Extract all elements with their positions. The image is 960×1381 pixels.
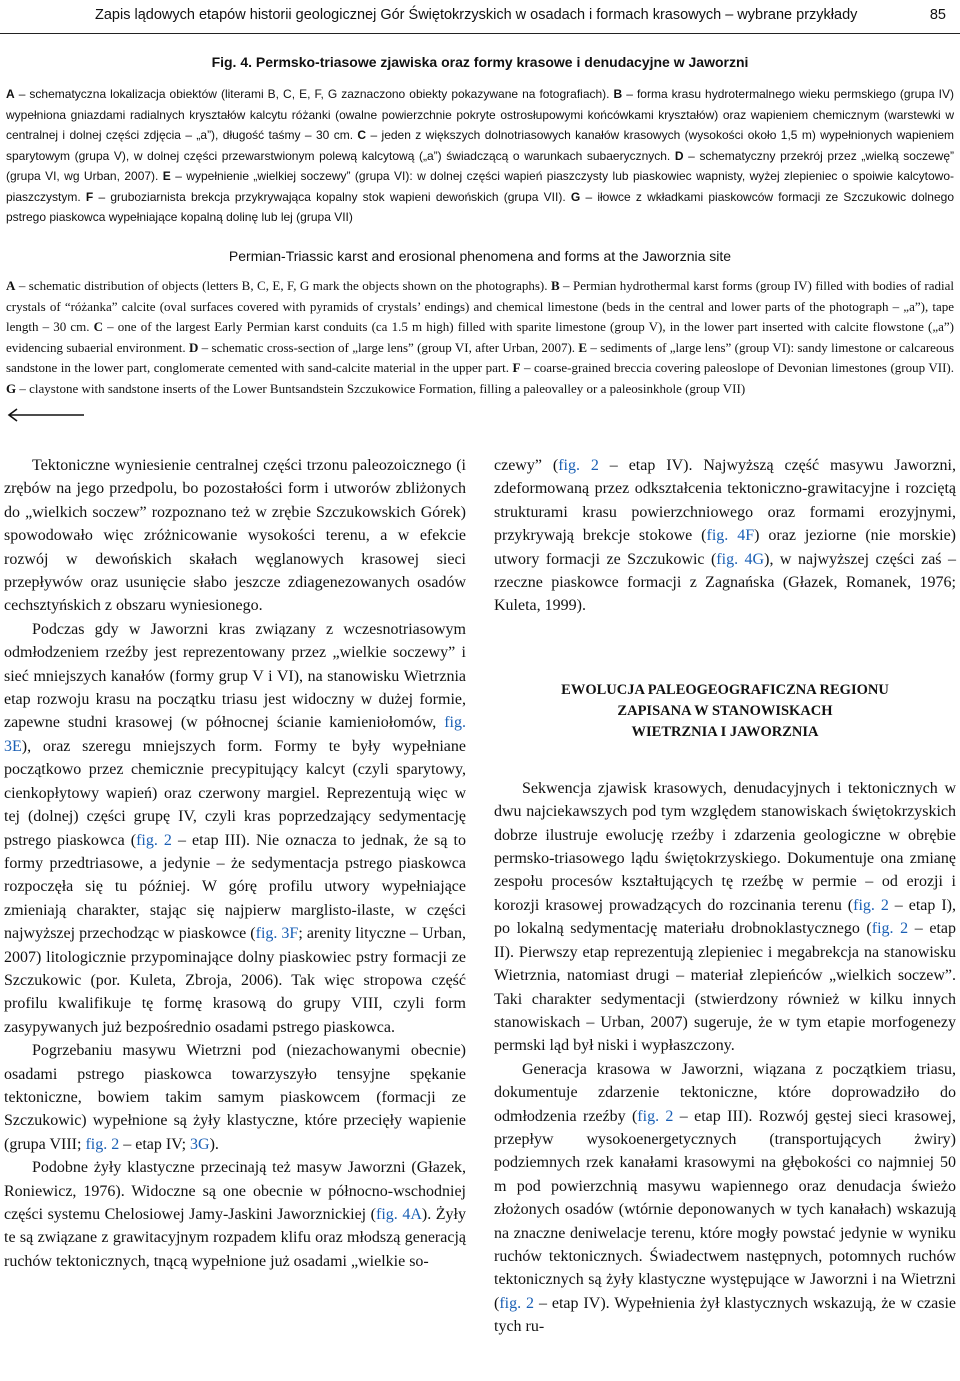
caption-text: – forma krasu hydrotermalnego wieku permskiego (grupa IV) wypełniona gniazdami radialnych kryształów kalcytu różanki (owalne powierzchnie pokryte ostrosłupowymi końcówkami kryształów) oraz wapieniem chemicznym (warstewki w centralnej i dolnej części zdjęcia – „a”), długość taśmy – 30 cm. [6,87,954,142]
caption-text: – wypełnienie „wielkiej soczewy” (grupa VI): w dolnej części wapień piaszczysty lub piaskowiec wapnisty, wyżej zlepieniec o spoiwie kalcytowo-piaszczystym. [6,169,954,204]
figure-reference-link[interactable]: fig. 2 [85,1135,120,1153]
figure-reference-link[interactable]: fig. 4A [376,1206,422,1223]
text-run: – etap IV). Najwyższą część masywu Jaworzni, zdeformowaną przez odkształcenia tektoniczno-grawitacyjne i rozciętą strukturami krasu powierzchniowego oraz formami erozyjnymi, przykrywają brekcje stokowe ( [494,457,956,545]
caption-text: – Permian hydrothermal karst forms (group IV) filled with bodies of radial crystals of “różanka” calcite (oval surfaces covered with pyramids of crystals’ endings) and chemical limestone (beds in the central and lower parts of the photograph – „a”), tape length – 30 cm. [6,278,954,334]
figure-reference-link[interactable]: fig. 4F [706,527,755,545]
running-title: Zapis lądowych etapów historii geologicznej Gór Świętokrzyskich w osadach i formach krasowych – wybrane przykłady [95,7,858,23]
caption-text: – coarse-grained breccia covering paleoslope of Devonian limestones (group VII). [520,360,954,375]
header-rule [0,33,960,34]
caption-text: – schematic cross-section of „large lens” (group VI, after Urban, 2007). [198,339,579,355]
text-run: czewy” ( [494,457,559,474]
paragraph [494,454,956,618]
caption-label: D [674,148,684,163]
paragraph [4,1039,466,1156]
paragraph [494,1058,956,1339]
caption-label: C [93,319,104,334]
caption-text: – claystone with sandstone inserts of the Lower Buntsandstein Szczukowice Formation, filling a paleovalley or a paleosinkhole (group VII) [16,380,746,396]
text-run: Generacja krasowa w Jaworzni, wiązana z początkiem triasu, dokumentuje zdarzenie tektoniczne, które doprowadziło do odmłodzenia rzeźby ( [494,1060,956,1125]
caption-label: B [613,87,623,101]
text-run: ; arenity lityczne – Urban, 2007) litologicznie przypominające dolny piaskowiec pstry formacji ze Szczukowic (por. Kuleta, Zbroja, 2006). Tak więc stropowa część profilu kwalifikuje tę formę krasową do grupy VIII, czyli form zasypywanych już bezpośrednio osadami pstrego piaskowca. [4,925,466,1036]
figure-reference-link[interactable]: fig. 2 [499,1294,535,1312]
caption-label: D [188,339,199,355]
text-run: ). [209,1135,219,1153]
figure-caption-title: Fig. 4. Permsko-triasowe zjawiska oraz formy krasowe i denudacyjne w Jaworzni [211,54,749,70]
section-heading-line: WIETRZNIA I JAWORZNIA [631,723,819,740]
figure-reference-link[interactable]: fig. 3E [4,714,466,755]
arrow-left-icon [6,408,86,422]
running-header [0,0,960,42]
section-heading-line: EWOLUCJA PALEOGEOGRAFICZNA REGIONU [561,681,889,698]
body-left-column [4,454,466,1273]
caption-text: – gruboziarnista brekcja przykrywająca kopalny stok wapieni dewońskich (grupa VII). [93,189,571,204]
paragraph [4,1156,466,1273]
caption-text: – sediments of „large lens” (group VI): sandy limestone or calcareous sandstone in the lower part, conglomerate cemented with sand-calcite material in the upper part. [6,339,955,375]
text-run: ). Żyły te są związane z grawitacyjnym rozpadem klifu oraz młodszą generacją ruchów tektonicznych, tnącą wypełnione już osadami „wielkie so- [4,1206,467,1270]
caption-text: – schematyczna lokalizacja obiektów (literami B, C, E, F, G zaznaczono obiekty pokazywane na fotografiach). [14,87,614,101]
figure-reference-link[interactable]: fig. 2 [853,896,889,914]
section-heading [494,680,956,743]
paragraph [4,454,466,618]
text-run: ) oraz jeziorne (nie morskie) utwory formacji ze Szczukowic ( [494,527,956,568]
figure-reference-link[interactable]: fig. 2 [871,920,909,938]
text-run: – etap IV; [119,1135,191,1153]
figure-caption-en [6,276,954,399]
figure-reference-link[interactable]: fig. 2 [136,831,172,849]
figure-caption-pl [6,84,954,228]
text-run: Sekwencja zjawisk krasowych, denudacyjnych i tektonicznych w dwu najciekawszych pod tym względem stanowiskach świętokrzyskich dobrze ilustruje ewolucję rzeźby i zdarzenia geologiczne w obrębie permsko-triasowego lądu świętokrzyskiego. Dokumentuje ona zmianę zespołu procesów kształtujących tę rzeźbę w permie – od erozji i korozji krasowej prowadzących do rozcinania terenu ( [494,779,956,914]
caption-text: – iłowce z wkładkami piaskowców formacji ze Szczukowic dolnego pstrego piaskowca wypełniające kopalną dolinę lub lej (grupa VII) [6,189,954,224]
page-number: 85 [929,7,946,23]
caption-text: – schematic distribution of objects (letters B, C, E, F, G mark the objects shown on the photographs). [15,278,551,293]
text-run: ), w najwyższej części zaś – rzeczne piaskowce formacji z Zagnańska (Głazek, Romanek, 1976; Kuleta, 1999). [494,550,956,615]
caption-label: G [6,380,17,396]
caption-label: B [550,278,560,293]
caption-text: – one of the largest Early Permian karst conduits (ca 1.5 m high) filled with sparite limestone (group V), in the lower part inserted with calcite flowstone („a”) evidencing subaerial environment. [6,319,954,355]
text-run: Tektoniczne wyniesienie centralnej części trzonu paleozoicznego (i zrębów na jego przedpolu, bo pozostałości form i utworów zbliżonych do „wielkich soczew” rozpoznano też w zrębie Szczukowskich Górek) spowodowało więc zróżnicowanie wysokości terenu, a w efekcie rozwój w dewońskich skałach węglanowych krasowej sieci przepływów oraz usunięcie słabo jeszcze zdiagenezowanych osadów cechsztyńskich z obszaru wyniesionego. [4,457,466,615]
text-run: ), oraz szeregu mniejszych form. Formy te były wypełniane początkowo przez chemicznie precypitujący kalcyt (czyli sparytowy, cienkopłytowy wapień) oraz czerwony margiel. Reprezentują więc w tej (dolnej) części grupę IV, czyli kras poprzedzający sedymentację pstrego piaskowca ( [4,737,466,849]
text-run: – etap III). Nie oznacza to jednak, że są to formy przedtriasowe, a jedynie – że sedymentacja pstrego piaskowca rozpoczęła się tu później. W górę profilu utwory wypełniające zmieniają charakter, stając się najpierw marglisto-ilaste, w części najwyższej przechodząc w piaskowce ( [4,831,466,943]
caption-label: A [6,278,16,293]
text-run: Pogrzebaniu masywu Wietrzni pod (niezachowanymi obecnie) osadami pstrego piaskowca towarzyszyło tensyjne spękanie tektoniczne, bowiem takim samym piaskowcem (formacji ze Szczukowic) wypełnione są żyły klastyczne, które przecięły wapienie (grupa VIII; [4,1042,466,1153]
caption-text: – schematyczny przekrój przez „wielką soczewę” (grupa VI, wg Urban, 2007). [6,148,954,183]
text-run: – etap III). Rozwój gęstej sieci krasowej, przepływ wysokoenergetycznych (transportujących żwiry) podziemnych rzek kanałami krasowymi na głębokości co najmniej 50 m pod powierzchnią masywu wapiennego oraz denudacja świeżo złożonych osadów (wtórnie deponowanych w tych kanałach) wskazują na znaczne deniwelacje terenu, które mogły powstać jedynie w wyniku ruchów tektonicznych. Świadectwem następnych, potomnych ruchów tektonicznych są żyły klastyczne występujące w Jaworzni i na Wietrzni ( [494,1107,956,1312]
text-run: – etap IV). Wypełnienia żył klastycznych wskazują, że w czasie tych ru- [494,1294,956,1336]
caption-label: F [512,360,521,375]
paragraph [4,618,466,1039]
caption-label: E [578,339,588,355]
text-run: Podczas gdy w Jaworzni kras związany z wczesnotriasowym odmłodzeniem rzeźby jest reprezentowany przez „wielkie soczewy” i sieć mniejszych kanałów (formy grup V i VI), na stanowisku Wietrznia etap rozwoju krasu na początku triasu jest widoczny w dużej formie, zapewne studni krasowej (w północnej ścianie kamieniołomów, [4,620,466,732]
figure-reference-link[interactable]: fig. 3F [255,925,299,943]
text-run: – etap I), po lokalną sedymentację materiału drobnoklastycznego ( [494,896,956,938]
body-right-column [494,454,956,1339]
text-run: – etap II). Pierwszy etap reprezentują zlepieniec i megabrekcja na stanowisku Wietrznia, natomiast drugi – materiał zlepieńców „wielkich soczew”. Taki charakter sedymentacji (stwierdzony również w kilku innych stanowiskach – Urban, 2007) sugeruje, że w tym etapie morfogenezy permski ląd był niski i wypłaszczony. [494,920,956,1055]
caption-label: E [162,169,171,183]
section-heading-line: ZAPISANA W STANOWISKACH [617,702,833,719]
figure-reference-link[interactable]: fig. 4G [716,550,765,568]
caption-label: F [85,189,94,204]
text-run: Podobne żyły klastyczne przecinają też masyw Jaworzni (Głazek, Roniewicz, 1976). Widoczne są one obecnie w północno-wschodniej części systemu Chelosiowej Jamy-Jaskini Jaworznickiej ( [4,1159,466,1223]
caption-label: A [6,87,15,101]
figure-caption-en-title: Permian-Triassic karst and erosional phenomena and forms at the Jaworznia site [228,248,732,264]
caption-text: – jeden z większych dolnotriasowych kanałów krasowych (wysokości około 1,5 m) wypełnionych wapieniem sparytowym (grupa V), w dolnej części przewarstwionym polewą kalcytową („a”) świadczącą o warunkach subaerycznych. [6,128,954,163]
figure-reference-link[interactable]: 3G [190,1135,210,1153]
figure-reference-link[interactable]: fig. 2 [558,457,599,474]
paragraph [494,777,956,1058]
figure-reference-link[interactable]: fig. 2 [637,1107,674,1125]
caption-label: C [357,128,367,142]
caption-label: G [570,189,581,204]
